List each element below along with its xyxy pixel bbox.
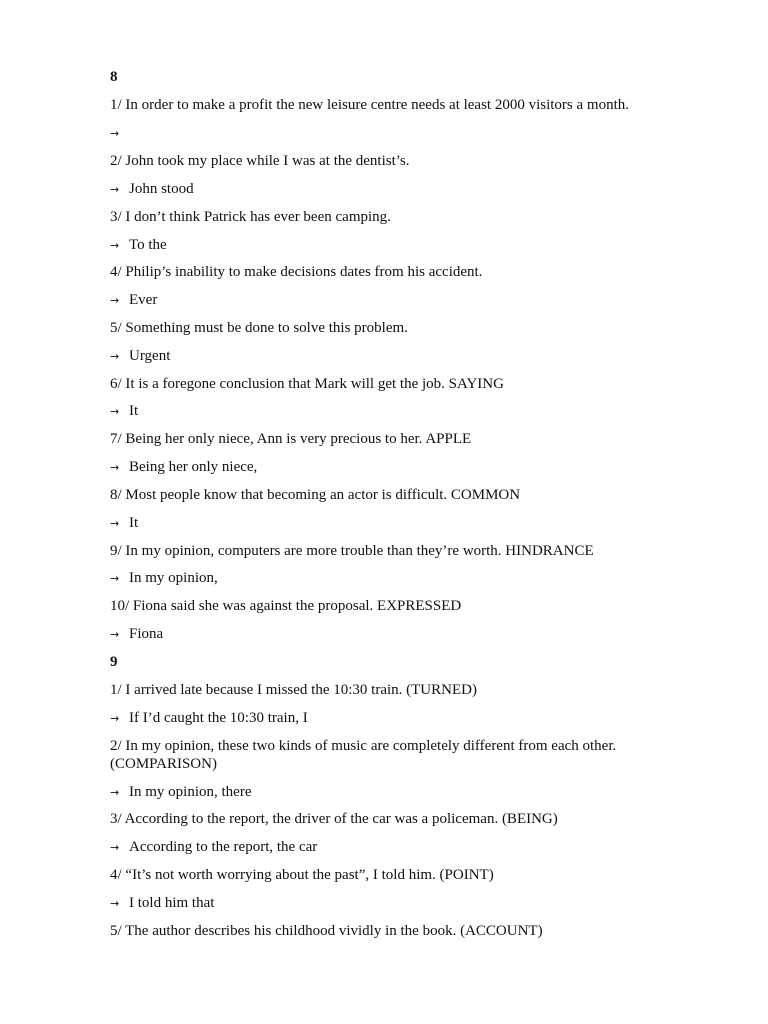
answer-prompt: In my opinion, there: [129, 784, 252, 800]
answer-prompt: Ever: [129, 292, 158, 308]
arrow-right-icon: →: [110, 183, 120, 196]
answer-prompt: It: [129, 403, 139, 419]
answer-line: [110, 347, 670, 366]
arrow-right-icon: →: [110, 127, 120, 140]
answer-prompt: It: [129, 515, 139, 531]
arrow-right-icon: →: [110, 239, 120, 252]
answer-line: [110, 291, 670, 310]
arrow-right-icon: →: [110, 461, 120, 474]
answer-line: [110, 458, 670, 477]
answer-line: [110, 894, 670, 913]
question-text: 3/ I don’t think Patrick has ever been camping.: [110, 209, 391, 225]
answer-line: [110, 180, 670, 199]
arrow-right-icon: →: [110, 572, 120, 585]
arrow-right-icon: →: [110, 712, 120, 725]
question-text: 1/ In order to make a profit the new leisure centre needs at least 2000 visitors a month.: [110, 97, 630, 113]
question-text: 1/ I arrived late because I missed the 10:30 train. (TURNED): [110, 682, 477, 698]
section-heading: 9: [110, 654, 118, 670]
answer-prompt: If I’d caught the 10:30 train, I: [129, 710, 308, 726]
question-text: 3/ According to the report, the driver of the car was a policeman. (BEING): [110, 811, 558, 827]
arrow-right-icon: →: [110, 628, 120, 641]
answer-line: [110, 236, 670, 255]
answer-line: [110, 514, 670, 533]
answer-line: [110, 783, 670, 802]
answer-prompt: I told him that: [129, 895, 215, 911]
arrow-right-icon: →: [110, 405, 120, 418]
question-text: 6/ It is a foregone conclusion that Mark will get the job. SAYING: [110, 376, 504, 392]
arrow-right-icon: →: [110, 841, 120, 854]
answer-line: [110, 838, 670, 857]
answer-prompt: According to the report, the car: [129, 839, 318, 855]
question-text: 8/ Most people know that becoming an actor is difficult. COMMON: [110, 487, 521, 503]
arrow-right-icon: →: [110, 294, 120, 307]
question-text: 7/ Being her only niece, Ann is very precious to her. APPLE: [110, 431, 472, 447]
question-text: 4/ “It’s not worth worrying about the past”, I told him. (POINT): [110, 867, 494, 883]
arrow-right-icon: →: [110, 897, 120, 910]
answer-prompt: John stood: [129, 181, 194, 197]
question-text: 9/ In my opinion, computers are more trouble than they’re worth. HINDRANCE: [110, 543, 594, 559]
section-heading: 8: [110, 69, 118, 85]
answer-line: [110, 124, 670, 143]
answer-prompt: In my opinion,: [129, 570, 218, 586]
answer-prompt: Urgent: [129, 348, 171, 364]
answer-line: [110, 569, 670, 588]
answer-line: [110, 625, 670, 644]
arrow-right-icon: →: [110, 517, 120, 530]
question-text: 2/ John took my place while I was at the dentist’s.: [110, 153, 410, 169]
question-text: 2/ In my opinion, these two kinds of music are completely different from each other. (COMPARISON): [110, 738, 617, 772]
question-text: 10/ Fiona said she was against the proposal. EXPRESSED: [110, 598, 462, 614]
arrow-right-icon: →: [110, 786, 120, 799]
answer-line: [110, 709, 670, 728]
question-text: 5/ The author describes his childhood vividly in the book. (ACCOUNT): [110, 923, 543, 939]
question-text: 5/ Something must be done to solve this problem.: [110, 320, 408, 336]
answer-prompt: Fiona: [129, 626, 164, 642]
answer-prompt: Being her only niece,: [129, 459, 258, 475]
answer-line: [110, 402, 670, 421]
answer-prompt: To the: [129, 237, 167, 253]
arrow-right-icon: →: [110, 350, 120, 363]
question-text: 4/ Philip’s inability to make decisions dates from his accident.: [110, 264, 483, 280]
